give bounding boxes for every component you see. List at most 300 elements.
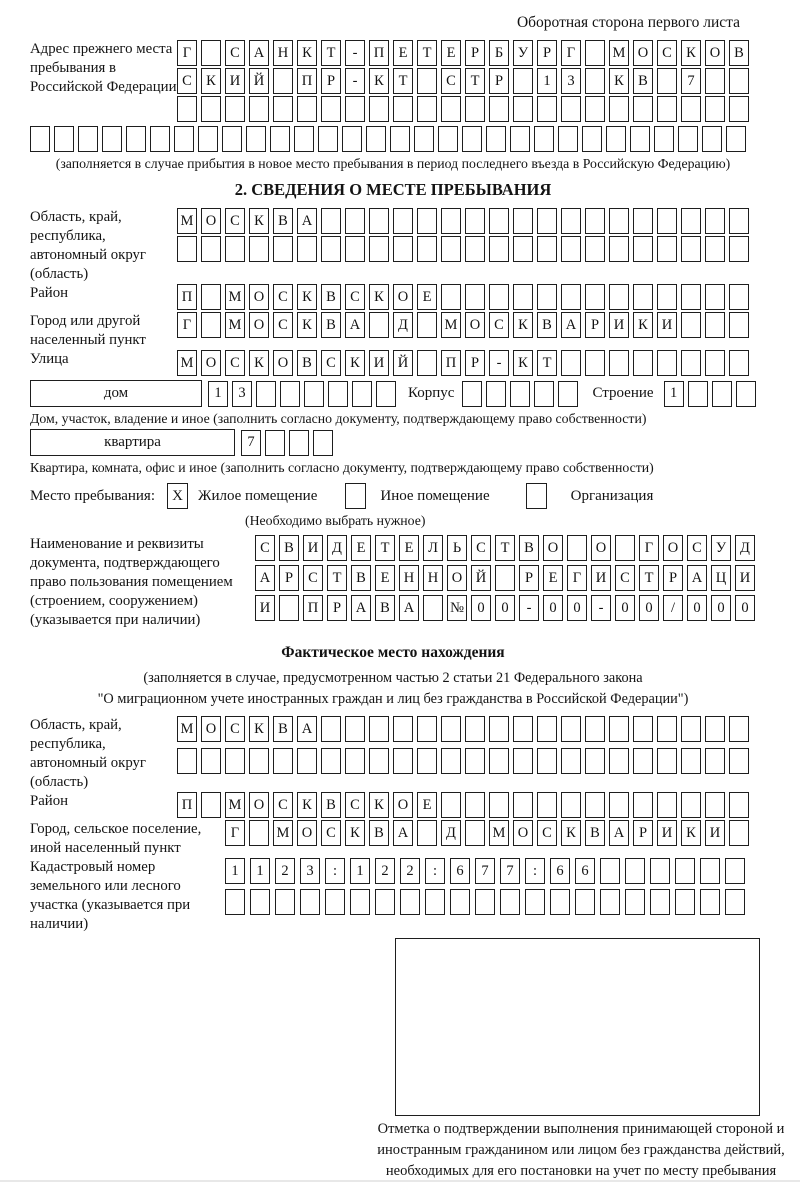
char-cell[interactable]: В [273, 208, 293, 234]
char-cell[interactable]: А [249, 40, 269, 66]
char-cell[interactable] [489, 236, 509, 262]
char-cell[interactable] [270, 126, 290, 152]
char-cell[interactable] [534, 126, 554, 152]
char-cell[interactable]: О [201, 350, 221, 376]
char-cell[interactable]: В [519, 535, 539, 561]
char-cell[interactable] [561, 716, 581, 742]
char-cell[interactable]: М [177, 350, 197, 376]
char-cell[interactable] [729, 820, 749, 846]
char-cell[interactable] [417, 350, 437, 376]
char-cell[interactable] [328, 381, 348, 407]
char-cell[interactable] [201, 284, 221, 310]
char-cell[interactable]: С [345, 792, 365, 818]
char-cell[interactable]: П [297, 68, 317, 94]
char-cell[interactable] [537, 208, 557, 234]
char-cell[interactable] [350, 889, 370, 915]
char-cell[interactable] [513, 208, 533, 234]
char-cell[interactable] [729, 284, 749, 310]
char-cell[interactable]: 2 [375, 858, 395, 884]
char-cell[interactable]: 6 [550, 858, 570, 884]
char-cell[interactable]: Е [543, 565, 563, 591]
char-cell[interactable] [585, 716, 605, 742]
char-cell[interactable] [678, 126, 698, 152]
char-cell[interactable] [633, 284, 653, 310]
char-cell[interactable] [534, 381, 554, 407]
char-cell[interactable] [725, 858, 745, 884]
char-cell[interactable] [425, 889, 445, 915]
char-cell[interactable] [513, 716, 533, 742]
char-cell[interactable]: 6 [450, 858, 470, 884]
char-cell[interactable] [417, 820, 437, 846]
char-cell[interactable] [417, 312, 437, 338]
char-cell[interactable] [273, 236, 293, 262]
char-cell[interactable]: 0 [543, 595, 563, 621]
char-cell[interactable] [633, 350, 653, 376]
char-cell[interactable] [441, 284, 461, 310]
char-cell[interactable]: М [489, 820, 509, 846]
char-cell[interactable] [609, 792, 629, 818]
char-cell[interactable]: К [345, 350, 365, 376]
char-cell[interactable] [657, 236, 677, 262]
char-cell[interactable] [294, 126, 314, 152]
char-cell[interactable] [321, 748, 341, 774]
char-cell[interactable] [550, 889, 570, 915]
char-cell[interactable] [537, 716, 557, 742]
char-cell[interactable] [606, 126, 626, 152]
char-cell[interactable] [30, 126, 50, 152]
char-cell[interactable]: С [255, 535, 275, 561]
char-cell[interactable]: Л [423, 535, 443, 561]
char-cell[interactable] [561, 208, 581, 234]
char-cell[interactable]: Ь [447, 535, 467, 561]
char-cell[interactable] [513, 68, 533, 94]
char-cell[interactable] [462, 126, 482, 152]
char-cell[interactable]: 0 [687, 595, 707, 621]
char-cell[interactable] [650, 889, 670, 915]
char-cell[interactable]: А [345, 312, 365, 338]
char-cell[interactable] [465, 96, 485, 122]
char-cell[interactable]: Й [471, 565, 491, 591]
char-cell[interactable]: М [177, 716, 197, 742]
char-cell[interactable] [513, 792, 533, 818]
char-cell[interactable]: О [633, 40, 653, 66]
char-cell[interactable] [633, 236, 653, 262]
char-cell[interactable]: В [585, 820, 605, 846]
char-cell[interactable] [705, 96, 725, 122]
char-cell[interactable]: Г [177, 40, 197, 66]
char-cell[interactable] [369, 716, 389, 742]
char-cell[interactable] [417, 96, 437, 122]
char-cell[interactable]: К [249, 350, 269, 376]
char-cell[interactable]: 6 [575, 858, 595, 884]
char-cell[interactable] [279, 595, 299, 621]
char-cell[interactable]: К [681, 820, 701, 846]
char-cell[interactable] [725, 889, 745, 915]
char-cell[interactable] [495, 565, 515, 591]
char-cell[interactable] [489, 96, 509, 122]
char-cell[interactable] [289, 430, 309, 456]
char-cell[interactable] [705, 68, 725, 94]
char-cell[interactable] [681, 208, 701, 234]
char-cell[interactable]: Р [321, 68, 341, 94]
char-cell[interactable]: Т [537, 350, 557, 376]
char-cell[interactable] [561, 284, 581, 310]
char-cell[interactable] [625, 858, 645, 884]
char-cell[interactable]: В [273, 716, 293, 742]
char-cell[interactable]: В [537, 312, 557, 338]
char-cell[interactable]: И [369, 350, 389, 376]
char-cell[interactable] [633, 208, 653, 234]
char-cell[interactable]: Е [351, 535, 371, 561]
char-cell[interactable] [585, 236, 605, 262]
char-cell[interactable]: 1 [208, 381, 228, 407]
char-cell[interactable]: В [375, 595, 395, 621]
char-cell[interactable] [489, 748, 509, 774]
char-cell[interactable] [561, 96, 581, 122]
char-cell[interactable]: С [225, 716, 245, 742]
char-cell[interactable]: С [273, 284, 293, 310]
char-cell[interactable] [465, 208, 485, 234]
char-cell[interactable] [393, 96, 413, 122]
char-cell[interactable]: С [321, 350, 341, 376]
char-cell[interactable]: - [345, 68, 365, 94]
char-cell[interactable]: С [303, 565, 323, 591]
char-cell[interactable]: Е [399, 535, 419, 561]
char-cell[interactable] [441, 96, 461, 122]
char-cell[interactable]: М [225, 284, 245, 310]
char-cell[interactable] [249, 96, 269, 122]
char-cell[interactable]: 3 [232, 381, 252, 407]
char-cell[interactable]: Ц [711, 565, 731, 591]
char-cell[interactable] [525, 889, 545, 915]
char-cell[interactable] [729, 312, 749, 338]
char-cell[interactable]: С [615, 565, 635, 591]
char-cell[interactable]: - [519, 595, 539, 621]
char-cell[interactable]: Т [495, 535, 515, 561]
char-cell[interactable]: И [255, 595, 275, 621]
char-cell[interactable] [633, 96, 653, 122]
char-cell[interactable] [609, 208, 629, 234]
char-cell[interactable]: Р [465, 350, 485, 376]
char-cell[interactable]: О [201, 716, 221, 742]
char-cell[interactable]: Р [279, 565, 299, 591]
char-cell[interactable]: Н [423, 565, 443, 591]
char-cell[interactable] [275, 889, 295, 915]
char-cell[interactable] [174, 126, 194, 152]
char-cell[interactable] [681, 96, 701, 122]
char-cell[interactable]: 7 [241, 430, 261, 456]
char-cell[interactable]: М [177, 208, 197, 234]
char-cell[interactable] [729, 208, 749, 234]
char-cell[interactable]: Т [417, 40, 437, 66]
char-cell[interactable]: О [249, 312, 269, 338]
char-cell[interactable]: Р [465, 40, 485, 66]
char-cell[interactable]: 3 [300, 858, 320, 884]
char-cell[interactable]: С [225, 350, 245, 376]
char-cell[interactable] [633, 748, 653, 774]
char-cell[interactable] [575, 889, 595, 915]
char-cell[interactable]: К [297, 312, 317, 338]
char-cell[interactable]: Е [375, 565, 395, 591]
char-cell[interactable]: О [663, 535, 683, 561]
char-cell[interactable] [681, 748, 701, 774]
char-cell[interactable]: С [537, 820, 557, 846]
char-cell[interactable] [681, 792, 701, 818]
char-cell[interactable] [681, 312, 701, 338]
char-cell[interactable] [558, 381, 578, 407]
char-cell[interactable] [681, 236, 701, 262]
char-cell[interactable] [537, 236, 557, 262]
char-cell[interactable] [585, 68, 605, 94]
char-cell[interactable]: : [425, 858, 445, 884]
char-cell[interactable] [537, 96, 557, 122]
char-cell[interactable]: И [303, 535, 323, 561]
char-cell[interactable]: В [351, 565, 371, 591]
char-cell[interactable] [313, 430, 333, 456]
char-cell[interactable] [537, 748, 557, 774]
char-cell[interactable]: Т [321, 40, 341, 66]
char-cell[interactable]: О [513, 820, 533, 846]
char-cell[interactable] [102, 126, 122, 152]
char-cell[interactable] [561, 748, 581, 774]
char-cell[interactable] [675, 858, 695, 884]
char-cell[interactable] [585, 208, 605, 234]
char-cell[interactable] [681, 350, 701, 376]
char-cell[interactable] [633, 716, 653, 742]
char-cell[interactable] [600, 889, 620, 915]
char-cell[interactable] [222, 126, 242, 152]
char-cell[interactable]: Т [327, 565, 347, 591]
char-cell[interactable]: Р [585, 312, 605, 338]
char-cell[interactable] [681, 716, 701, 742]
char-cell[interactable]: К [513, 312, 533, 338]
char-cell[interactable]: О [249, 792, 269, 818]
char-cell[interactable] [462, 381, 482, 407]
char-cell[interactable] [657, 748, 677, 774]
char-cell[interactable]: 1 [350, 858, 370, 884]
char-cell[interactable] [417, 748, 437, 774]
char-cell[interactable]: С [225, 208, 245, 234]
char-cell[interactable]: 0 [495, 595, 515, 621]
char-cell[interactable] [729, 68, 749, 94]
char-cell[interactable] [417, 68, 437, 94]
char-cell[interactable]: П [177, 284, 197, 310]
char-cell[interactable]: В [369, 820, 389, 846]
char-cell[interactable]: К [297, 40, 317, 66]
char-cell[interactable]: Г [639, 535, 659, 561]
char-cell[interactable] [558, 126, 578, 152]
char-cell[interactable] [700, 858, 720, 884]
char-cell[interactable]: 7 [681, 68, 701, 94]
char-cell[interactable] [537, 284, 557, 310]
char-cell[interactable] [657, 68, 677, 94]
char-cell[interactable] [225, 96, 245, 122]
char-cell[interactable]: Н [399, 565, 419, 591]
char-cell[interactable]: Е [417, 284, 437, 310]
char-cell[interactable] [657, 208, 677, 234]
char-cell[interactable] [246, 126, 266, 152]
char-cell[interactable]: Р [633, 820, 653, 846]
char-cell[interactable]: О [543, 535, 563, 561]
char-cell[interactable]: С [273, 312, 293, 338]
char-cell[interactable] [273, 68, 293, 94]
char-cell[interactable]: В [279, 535, 299, 561]
char-cell[interactable]: Д [441, 820, 461, 846]
char-cell[interactable]: / [663, 595, 683, 621]
char-cell[interactable]: И [735, 565, 755, 591]
char-cell[interactable] [712, 381, 732, 407]
char-cell[interactable] [657, 716, 677, 742]
char-cell[interactable] [609, 716, 629, 742]
char-cell[interactable]: У [513, 40, 533, 66]
char-cell[interactable] [657, 284, 677, 310]
char-cell[interactable] [273, 748, 293, 774]
char-cell[interactable] [441, 208, 461, 234]
char-cell[interactable]: А [609, 820, 629, 846]
char-cell[interactable] [654, 126, 674, 152]
char-cell[interactable]: К [513, 350, 533, 376]
char-cell[interactable]: А [561, 312, 581, 338]
char-cell[interactable]: А [351, 595, 371, 621]
char-cell[interactable] [369, 748, 389, 774]
char-cell[interactable]: И [609, 312, 629, 338]
char-cell[interactable] [54, 126, 74, 152]
char-cell[interactable] [265, 430, 285, 456]
char-cell[interactable]: М [225, 792, 245, 818]
char-cell[interactable] [475, 889, 495, 915]
char-cell[interactable]: Т [375, 535, 395, 561]
char-cell[interactable]: 0 [567, 595, 587, 621]
char-cell[interactable]: А [687, 565, 707, 591]
char-cell[interactable] [78, 126, 98, 152]
char-cell[interactable] [585, 284, 605, 310]
char-cell[interactable] [609, 748, 629, 774]
char-cell[interactable]: Г [567, 565, 587, 591]
char-cell[interactable]: 0 [639, 595, 659, 621]
char-cell[interactable]: О [465, 312, 485, 338]
char-cell[interactable]: О [249, 284, 269, 310]
char-cell[interactable]: О [201, 208, 221, 234]
char-cell[interactable] [297, 236, 317, 262]
char-cell[interactable] [465, 716, 485, 742]
char-cell[interactable] [561, 350, 581, 376]
char-cell[interactable]: М [225, 312, 245, 338]
char-cell[interactable] [705, 716, 725, 742]
char-cell[interactable]: С [441, 68, 461, 94]
char-cell[interactable] [705, 312, 725, 338]
char-cell[interactable]: И [657, 820, 677, 846]
char-cell[interactable]: Е [393, 40, 413, 66]
char-cell[interactable]: М [609, 40, 629, 66]
char-cell[interactable]: С [687, 535, 707, 561]
char-cell[interactable] [450, 889, 470, 915]
char-cell[interactable] [393, 748, 413, 774]
char-cell[interactable]: - [591, 595, 611, 621]
char-cell[interactable]: 2 [400, 858, 420, 884]
checkbox-inoe[interactable] [345, 483, 366, 509]
char-cell[interactable] [249, 236, 269, 262]
char-cell[interactable] [513, 96, 533, 122]
char-cell[interactable]: 1 [537, 68, 557, 94]
char-cell[interactable]: Т [639, 565, 659, 591]
char-cell[interactable]: Й [249, 68, 269, 94]
char-cell[interactable]: К [369, 284, 389, 310]
char-cell[interactable] [702, 126, 722, 152]
char-cell[interactable]: Г [177, 312, 197, 338]
char-cell[interactable] [417, 208, 437, 234]
char-cell[interactable] [417, 716, 437, 742]
char-cell[interactable] [201, 96, 221, 122]
char-cell[interactable] [510, 381, 530, 407]
char-cell[interactable] [201, 312, 221, 338]
char-cell[interactable] [198, 126, 218, 152]
char-cell[interactable] [369, 208, 389, 234]
char-cell[interactable]: 0 [735, 595, 755, 621]
char-cell[interactable] [609, 284, 629, 310]
char-cell[interactable] [681, 284, 701, 310]
char-cell[interactable] [414, 126, 434, 152]
char-cell[interactable] [705, 236, 725, 262]
char-cell[interactable] [225, 236, 245, 262]
char-cell[interactable]: И [225, 68, 245, 94]
char-cell[interactable]: Е [441, 40, 461, 66]
char-cell[interactable] [352, 381, 372, 407]
char-cell[interactable] [321, 716, 341, 742]
char-cell[interactable]: К [609, 68, 629, 94]
char-cell[interactable] [513, 284, 533, 310]
char-cell[interactable] [465, 284, 485, 310]
char-cell[interactable] [318, 126, 338, 152]
char-cell[interactable] [600, 858, 620, 884]
char-cell[interactable]: 0 [471, 595, 491, 621]
char-cell[interactable]: В [321, 792, 341, 818]
char-cell[interactable]: А [297, 208, 317, 234]
char-cell[interactable] [345, 208, 365, 234]
char-cell[interactable]: Р [519, 565, 539, 591]
char-cell[interactable] [366, 126, 386, 152]
char-cell[interactable] [393, 236, 413, 262]
char-cell[interactable]: К [369, 792, 389, 818]
char-cell[interactable] [321, 236, 341, 262]
char-cell[interactable] [441, 792, 461, 818]
char-cell[interactable] [321, 208, 341, 234]
char-cell[interactable] [376, 381, 396, 407]
char-cell[interactable] [729, 350, 749, 376]
char-cell[interactable] [375, 889, 395, 915]
char-cell[interactable]: Б [489, 40, 509, 66]
char-cell[interactable] [369, 312, 389, 338]
char-cell[interactable]: К [249, 208, 269, 234]
char-cell[interactable] [567, 535, 587, 561]
char-cell[interactable]: И [657, 312, 677, 338]
char-cell[interactable]: К [201, 68, 221, 94]
char-cell[interactable]: 1 [225, 858, 245, 884]
checkbox-organizatsiya[interactable] [526, 483, 547, 509]
char-cell[interactable] [500, 889, 520, 915]
char-cell[interactable]: А [399, 595, 419, 621]
char-cell[interactable] [177, 236, 197, 262]
char-cell[interactable]: К [297, 792, 317, 818]
char-cell[interactable]: С [225, 40, 245, 66]
char-cell[interactable]: № [447, 595, 467, 621]
char-cell[interactable] [225, 748, 245, 774]
char-cell[interactable] [369, 96, 389, 122]
char-cell[interactable] [675, 889, 695, 915]
char-cell[interactable]: 7 [500, 858, 520, 884]
char-cell[interactable]: Р [663, 565, 683, 591]
char-cell[interactable]: К [369, 68, 389, 94]
char-cell[interactable] [729, 236, 749, 262]
